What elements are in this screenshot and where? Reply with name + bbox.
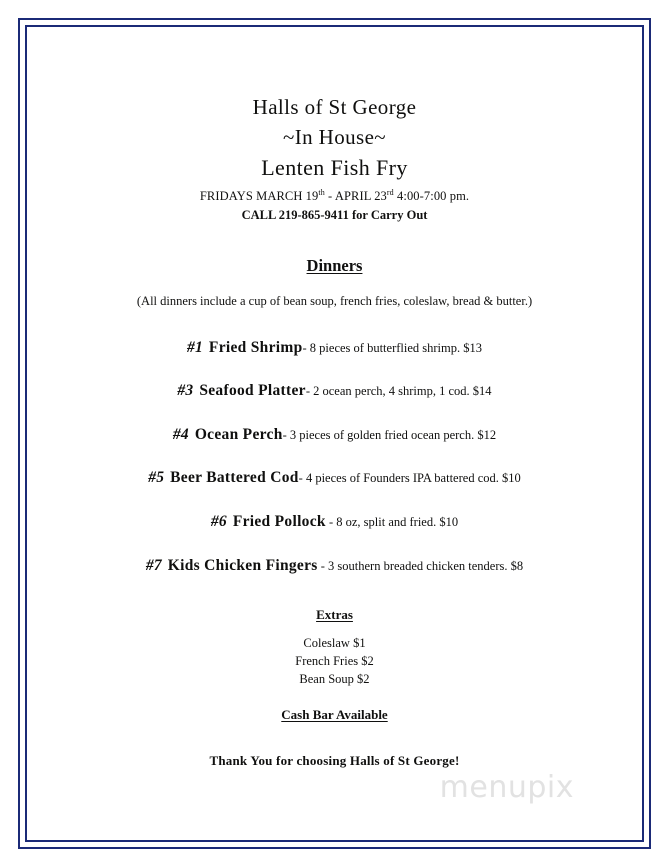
- item-description: - 3 pieces of golden fried ocean perch. $12: [282, 427, 497, 442]
- subtitle-in-house: ~In House~: [282, 124, 387, 149]
- item-description: - 3 southern breaded chicken tenders. $8: [317, 558, 524, 573]
- menu-content: [52, 56, 617, 769]
- menupix-watermark: menupix: [439, 770, 574, 805]
- list-item: Bean Soup $2: [299, 671, 370, 686]
- item-number: #3: [177, 382, 194, 400]
- item-description: - 8 pieces of butterflied shrimp. $13: [302, 340, 482, 355]
- corner-mark-bottom-right: [639, 837, 651, 849]
- dinner-items-list: [52, 339, 617, 576]
- item-description: - 4 pieces of Founders IPA battered cod. $10: [298, 471, 521, 486]
- item-number: #4: [172, 425, 189, 443]
- item-number: #5: [148, 469, 165, 487]
- event-dates: [52, 188, 617, 204]
- extras-heading: Extras: [316, 607, 353, 623]
- dates-ordinal-1: th: [318, 188, 325, 198]
- list-item: [52, 426, 617, 445]
- item-name: Kids Chicken Fingers: [167, 556, 318, 574]
- corner-mark-top-left: [18, 18, 30, 30]
- list-item: [52, 513, 617, 532]
- list-item: Coleslaw $1: [303, 636, 366, 651]
- dates-ordinal-2: rd: [386, 188, 394, 198]
- item-description: - 2 ocean perch, 4 shrimp, 1 cod. $14: [305, 384, 492, 399]
- list-item: French Fries $2: [295, 653, 374, 668]
- item-description: - 8 oz, split and fried. $10: [325, 515, 459, 529]
- list-item: [52, 469, 617, 488]
- corner-mark-bottom-left: [18, 837, 30, 849]
- item-name: Fried Shrimp: [208, 338, 303, 356]
- item-name: Seafood Platter: [199, 382, 306, 400]
- item-name: Fried Pollock: [232, 513, 326, 530]
- cash-bar-note: Cash Bar Available: [281, 707, 388, 723]
- list-item: [52, 557, 617, 576]
- item-number: #7: [145, 556, 162, 574]
- carry-out-phone-note: CALL 219-865-9411 for Carry Out: [241, 207, 428, 222]
- dates-middle: - APRIL 23: [324, 189, 387, 204]
- dinners-heading: Dinners: [306, 255, 363, 275]
- dinners-includes-note: (All dinners include a cup of bean soup, french fries, coleslaw, bread & butter.): [136, 293, 533, 308]
- item-name: Beer Battered Cod: [170, 469, 299, 487]
- dates-suffix: 4:00-7:00 pm.: [393, 189, 470, 204]
- list-item: [52, 382, 617, 401]
- thank-you-message: Thank You for choosing Halls of St George!: [209, 753, 460, 769]
- restaurant-name: Halls of St George: [252, 95, 417, 119]
- extras-list: [52, 635, 617, 688]
- item-number: #6: [210, 513, 227, 530]
- dates-prefix: FRIDAYS MARCH 19: [199, 189, 319, 204]
- list-item: [52, 339, 617, 358]
- item-name: Ocean Perch: [194, 425, 283, 443]
- item-number: #1: [187, 338, 203, 356]
- event-title: Lenten Fish Fry: [261, 155, 408, 181]
- corner-mark-top-right: [639, 18, 651, 30]
